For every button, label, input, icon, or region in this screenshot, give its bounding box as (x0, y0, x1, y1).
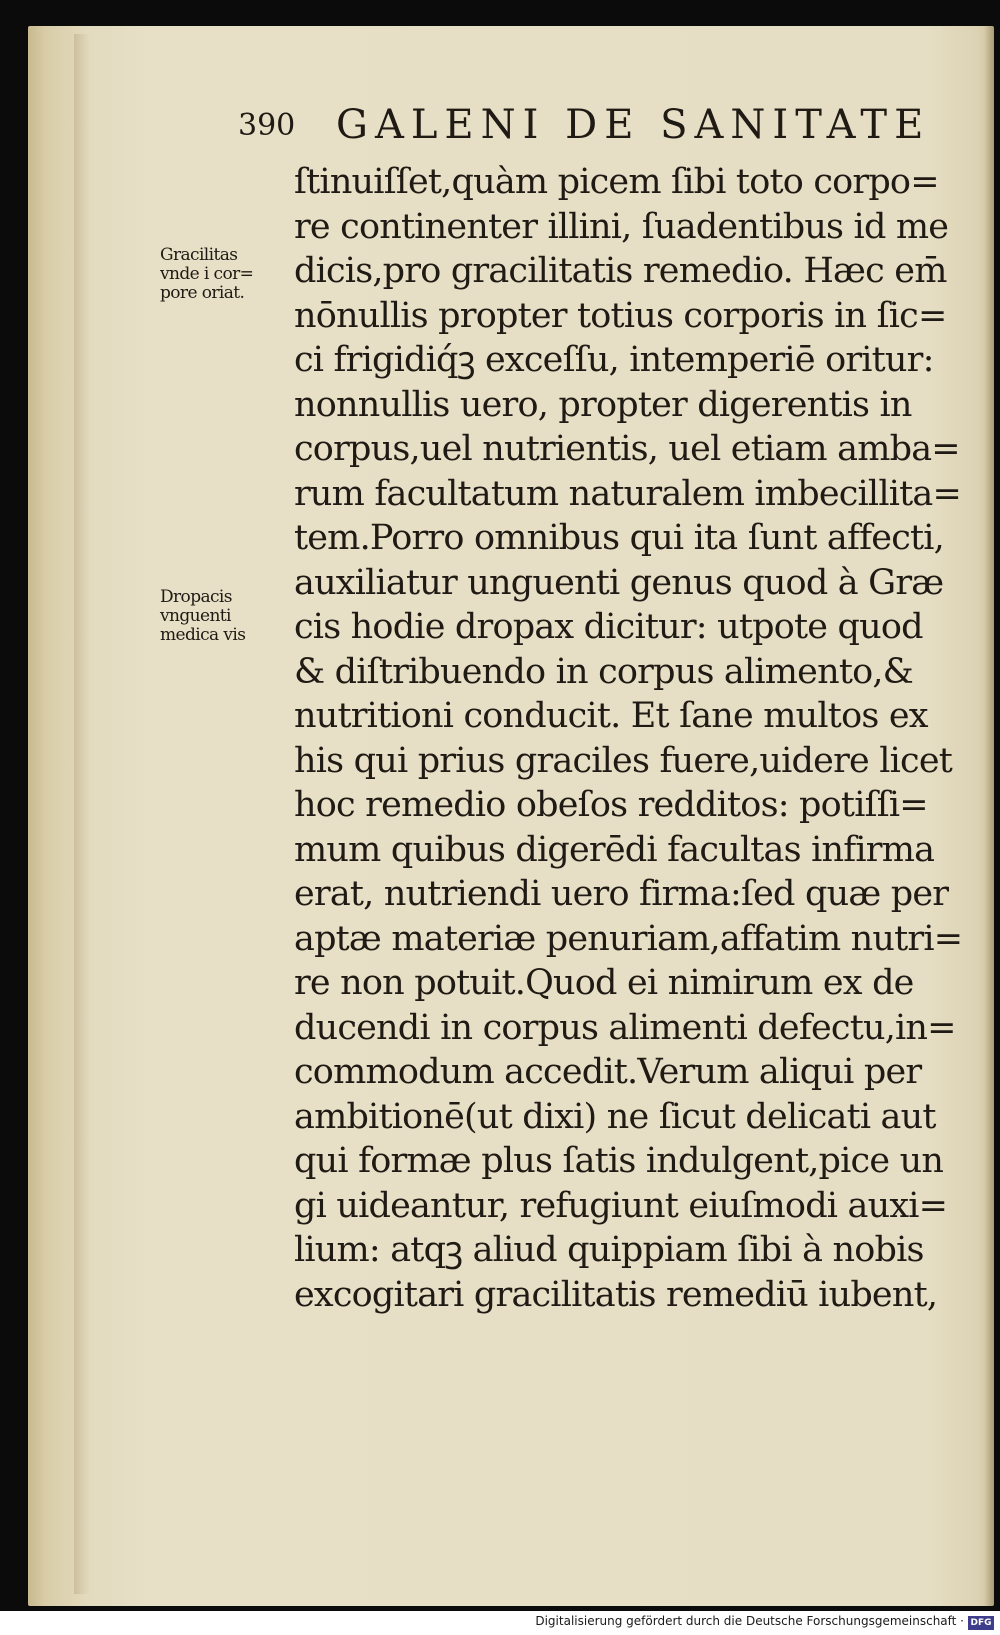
text-line: commodum accedit.Verum aliqui per (294, 1052, 922, 1092)
funding-credit: Digitalisierung gefördert durch die Deutsche Forschungsgemeinschaft · (535, 1614, 964, 1628)
text-line: qui formæ plus ſatis indulgent,pice un (294, 1141, 944, 1181)
body-text-block (294, 160, 963, 1317)
text-line: corpus,uel nutrientis, uel etiam amba= (294, 429, 960, 469)
text-line: nonnullis uero, propter digerentis in (294, 384, 912, 425)
dfg-logo: DFG (968, 1616, 994, 1630)
text-line: lium: atqꝫ aliud quippiam ſibi à nobis (294, 1230, 924, 1270)
marginal-note-line: medica vis (160, 625, 246, 645)
text-line: tem.Porro omnibus qui ita ſunt affecti, (294, 518, 945, 558)
page-edge-shadow (984, 26, 994, 1606)
text-line: hoc remedio obeſos redditos: potiſſi= (294, 785, 928, 825)
marginal-note-line: vnguenti (160, 606, 231, 626)
text-line: rum facultatum naturalem imbecillita= (294, 473, 961, 514)
text-line: nutritioni conducit. Et ſane multos ex (294, 696, 928, 736)
text-line: his qui prius graciles fuere,uidere licet (294, 740, 953, 781)
text-line: gi uideantur, refugiunt eiuſmodi auxi= (294, 1185, 948, 1226)
gutter-shadow (74, 34, 90, 1594)
marginal-note-gracilitas (160, 246, 288, 303)
page-number: 390 (238, 108, 296, 143)
text-line: aptæ materiæ penuriam,affatim nutri= (294, 918, 963, 959)
marginal-note-line: pore oriat. (160, 283, 245, 303)
text-line: re non potuit.Quod ei nimirum ex de (294, 963, 914, 1003)
text-line: excogitari gracilitatis remediū iubent, (294, 1274, 938, 1315)
text-line: ci frigidiq́ꝫ exceſſu, intemperiē oritur: (294, 340, 934, 380)
text-line: auxiliatur unguenti genus quod à Græ (294, 562, 944, 603)
text-line: ducendi in corpus alimenti defectu,in= (294, 1007, 956, 1048)
marginal-note-line: Dropacis (160, 587, 232, 607)
text-line: ambitionē(ut dixi) ne ſicut delicati aut (294, 1096, 936, 1137)
footer-bar (0, 1611, 1000, 1635)
text-line: erat, nutriendi uero firma:ſed quæ per (294, 874, 949, 914)
text-line: dicis,pro gracilitatis remedio. Hæc em̄ (294, 251, 947, 291)
text-line: mum quibus digerēdi facultas infirma (294, 829, 935, 870)
text-line: re continenter illini, ſuadentibus id me (294, 206, 949, 247)
marginal-note-dropacis (160, 588, 288, 645)
marginal-note-line: vnde i cor= (160, 264, 254, 284)
text-line: nōnullis propter totius corporis in ſic= (294, 295, 947, 336)
text-line: ſtinuiſſet,quàm picem ſibi toto corpo= (294, 162, 939, 202)
text-line: cis hodie dropax dicitur: utpote quod (294, 607, 923, 647)
marginal-note-line: Gracilitas (160, 245, 238, 265)
running-head: GALENI DE SANITATE (336, 102, 931, 148)
text-line: & diſtribuendo in corpus alimento,& (294, 651, 914, 692)
